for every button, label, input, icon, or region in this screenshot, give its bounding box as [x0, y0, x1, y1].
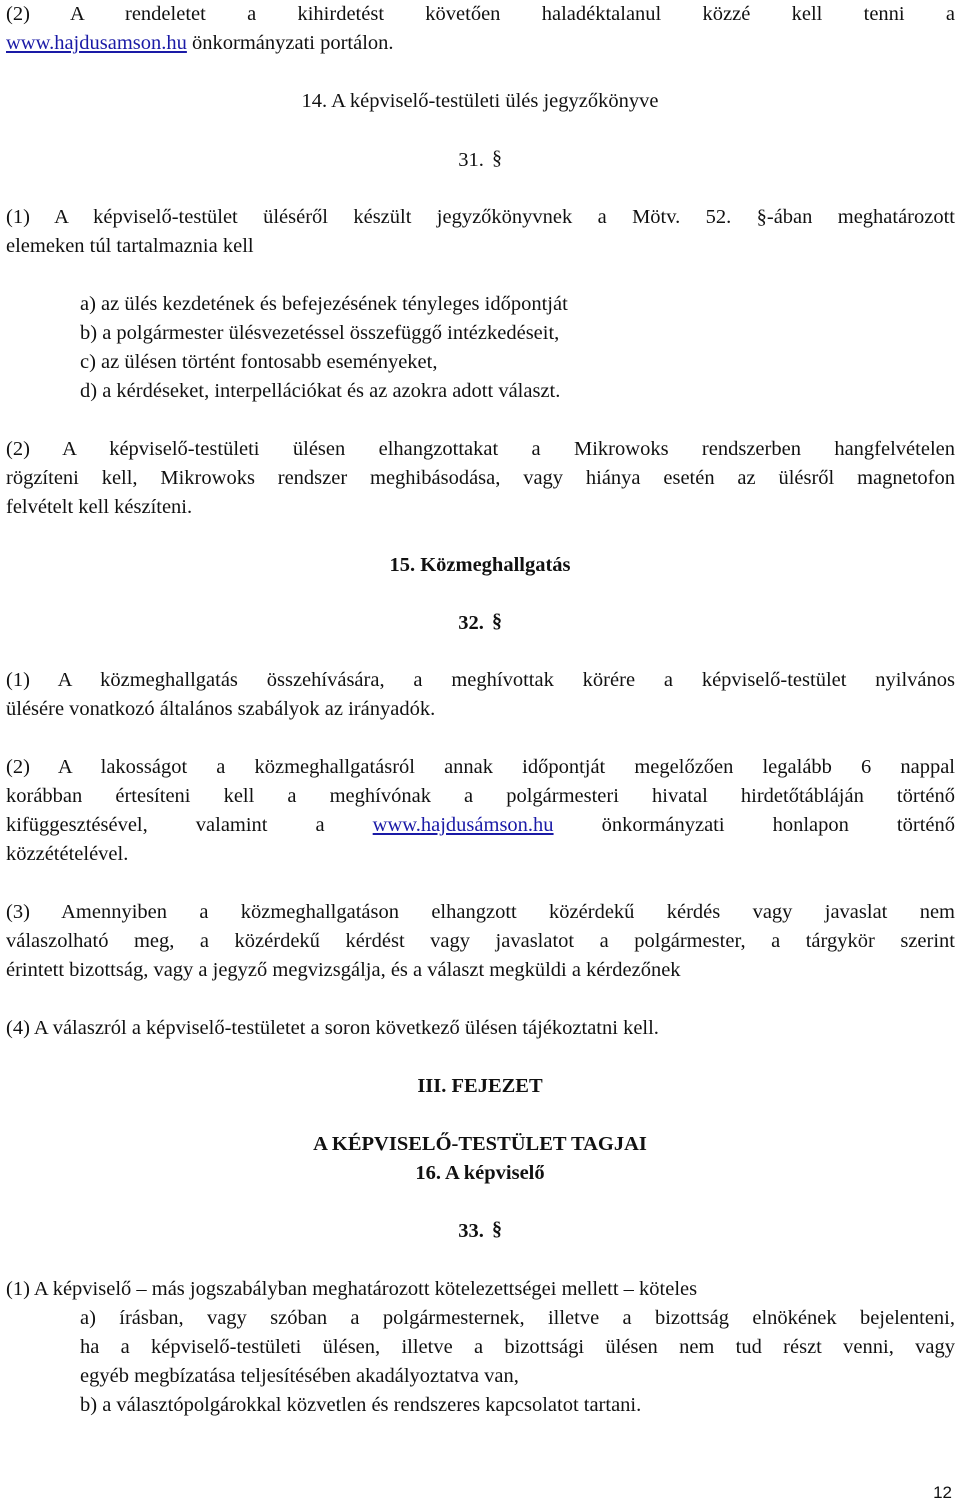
- paragraph-text: önkormányzati honlapon történő: [553, 814, 955, 836]
- list-item: b) a polgármester ülésvezetéssel összefüggő intézkedéseit,: [80, 322, 560, 344]
- paragraph-line: (1) A közmeghallgatás összehívására, a meghívottak körére a képviselő-testület nyilvános: [6, 669, 955, 691]
- paragraph-line: korábban értesíteni kell a meghívónak a polgármesteri hivatal hirdetőtábláján történő: [6, 785, 955, 807]
- list-item: a) írásban, vagy szóban a polgármesternek, illetve a bizottság elnökének bejelenteni,: [80, 1307, 955, 1329]
- svg-text:§: §: [491, 610, 502, 632]
- paragraph-line: érintett bizottság, vagy a jegyző megvizsgálja, és a választ megküldi a kérdezőnek: [6, 959, 681, 981]
- list-item: b) a választópolgárokkal közvetlen és rendszeres kapcsolatot tartani.: [80, 1394, 642, 1416]
- paragraph-line: felvételt kell készíteni.: [6, 496, 193, 518]
- section-sign-icon: [492, 146, 502, 175]
- paragraph-line: (1) A képviselő-testület üléséről készült jegyzőkönyvnek a Mötv. 52. §-ában meghatározott: [6, 206, 955, 228]
- chapter-heading: III. FEJEZET: [417, 1075, 543, 1097]
- paragraph-line: [6, 811, 955, 840]
- paragraph-number: [0, 1217, 960, 1246]
- paragraph-line: rögzíteni kell, Mikrowoks rendszer meghibásodása, vagy hiánya esetén az ülésről magnetofon: [6, 467, 955, 489]
- paragraph-line: (2) A lakosságot a közmeghallgatásról annak időpontját megelőzően legalább 6 nappal: [6, 756, 955, 778]
- list-item: egyéb megbízatása teljesítésében akadályoztatva van,: [80, 1365, 519, 1387]
- section-sign-icon: [492, 609, 502, 638]
- paragraph-line: (2) A képviselő-testületi ülésen elhangzottakat a Mikrowoks rendszerben hangfelvételen: [6, 438, 955, 460]
- paragraph-text: kifüggesztésével, valamint a: [6, 814, 373, 836]
- page-number: 12: [933, 1483, 952, 1502]
- svg-text:§: §: [491, 147, 502, 169]
- list-item: d) a kérdéseket, interpellációkat és az azokra adott választ.: [80, 380, 561, 402]
- portal-link[interactable]: www.hajdusamson.hu: [6, 32, 187, 54]
- section-heading: 16. A képviselő: [415, 1162, 545, 1184]
- paragraph-line: [6, 29, 955, 58]
- paragraph-line: (2) A rendeletet a kihirdetést követően haladéktalanul közzé kell tenni a: [6, 3, 955, 25]
- paragraph-line: közzétételével.: [6, 843, 129, 865]
- list-item: c) az ülésen történt fontosabb eseményeket,: [80, 351, 438, 373]
- paragraph-line: (1) A képviselő – más jogszabályban meghatározott kötelezettségei mellett – köteles: [6, 1278, 698, 1300]
- paragraph-number-text: 31.: [458, 149, 484, 171]
- website-link[interactable]: www.hajdusámson.hu: [372, 814, 554, 836]
- list-item: ha a képviselő-testületi ülésen, illetve a bizottsági ülésen nem tud részt venni, vagy: [80, 1336, 955, 1358]
- section-heading: 15. Közmeghallgatás: [389, 554, 571, 576]
- list-item: a) az ülés kezdetének és befejezésének tényleges időpontját: [80, 293, 568, 315]
- paragraph-number: [0, 609, 960, 638]
- section-sign-icon: [492, 1217, 502, 1246]
- paragraph-text: önkormányzati portálon.: [186, 32, 394, 54]
- paragraph-line: (4) A válaszról a képviselő-testületet a soron következő ülésen tájékoztatni kell.: [6, 1017, 659, 1039]
- chapter-title: A KÉPVISELŐ-TESTÜLET TAGJAI: [313, 1133, 647, 1155]
- paragraph-line: (3) Amennyiben a közmeghallgatáson elhangzott közérdekű kérdés vagy javaslat nem: [6, 901, 955, 923]
- paragraph-line: válaszolható meg, a közérdekű kérdést vagy javaslatot a polgármester, a tárgykör szerint: [6, 930, 955, 952]
- paragraph-number-text: 32.: [458, 612, 484, 634]
- paragraph-number-text: 33.: [458, 1220, 484, 1242]
- paragraph-number: [0, 146, 960, 175]
- paragraph-line: ülésére vonatkozó általános szabályok az irányadók.: [6, 698, 436, 720]
- paragraph-line: elemeken túl tartalmaznia kell: [6, 235, 254, 257]
- section-heading: 14. A képviselő-testületi ülés jegyzőkönyve: [301, 90, 659, 112]
- svg-text:§: §: [491, 1218, 502, 1240]
